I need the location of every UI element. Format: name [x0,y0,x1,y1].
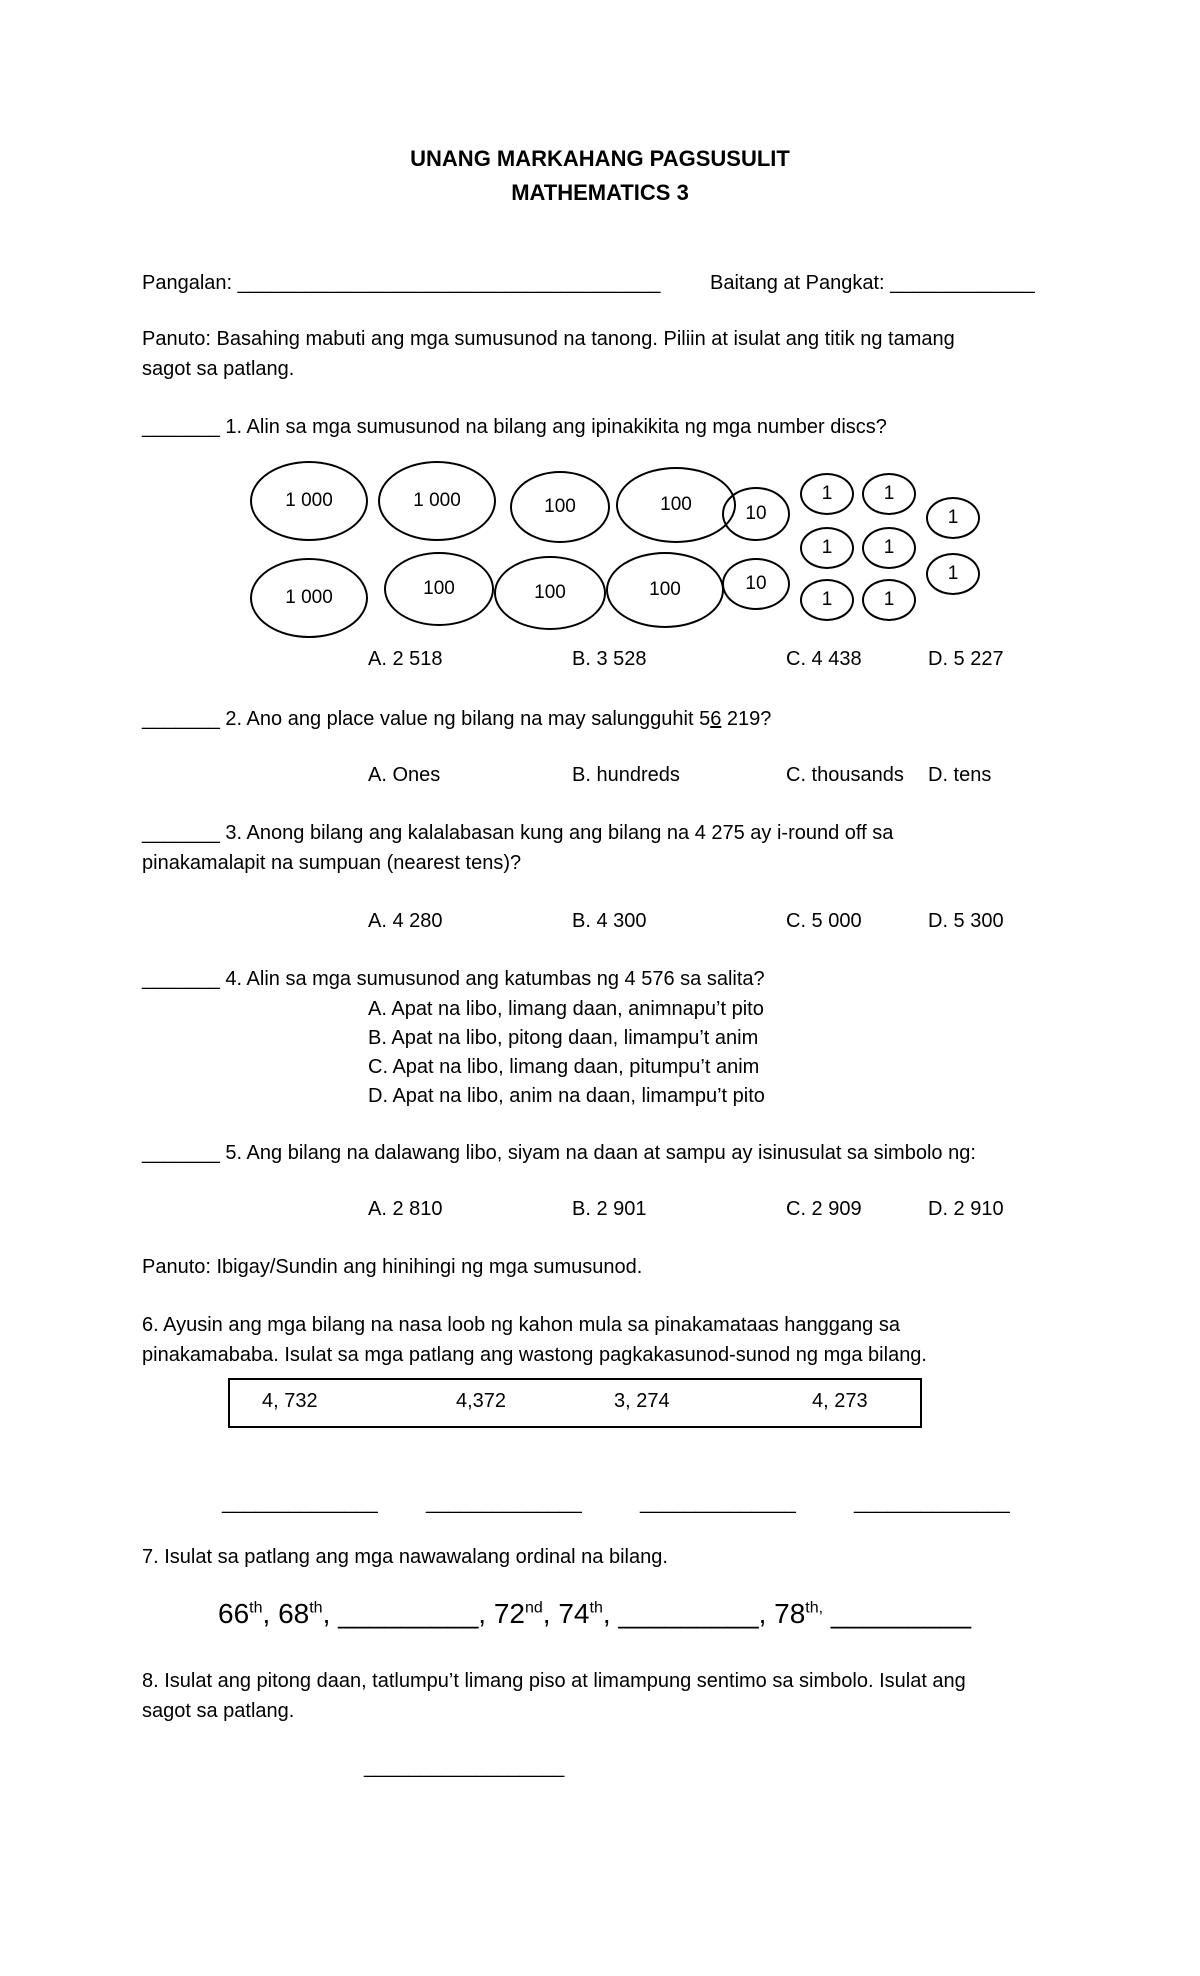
question-6-line-1: 6. Ayusin ang mga bilang na nasa loob ng kahon mula sa pinakamataas hanggang sa [142,1314,900,1336]
ordinal-blank-3[interactable]: _________ [830,1598,972,1629]
question-3-line-2: pinakamalapit na sumpuan (nearest tens)? [142,852,522,874]
disc-hundred: 100 [606,552,724,628]
question-7-text: 7. Isulat sa patlang ang mga nawawalang ordinal na bilang. [142,1546,668,1568]
directions-2: Panuto: Ibigay/Sundin ang hinihingi ng mga sumusunod. [142,1256,643,1278]
q3-choice-c[interactable]: C. 5 000 [786,910,862,932]
q1-choice-b[interactable]: B. 3 528 [572,648,647,670]
exam-subject: MATHEMATICS 3 [511,180,689,205]
question-6-line-2: pinakamababa. Isulat sa mga patlang ang wastong pagkakasunod-sunod ng mga bilang. [142,1344,927,1366]
disc-one: 1 [862,473,916,515]
q4-choice-b[interactable]: B. Apat na libo, pitong daan, limampu’t anim [368,1027,759,1049]
directions-line-2: sagot sa patlang. [142,358,295,380]
order-blank-2[interactable]: ______________ [426,1492,582,1514]
disc-one: 1 [862,527,916,569]
disc-one: 1 [926,553,980,595]
box-number-4: 4, 273 [812,1390,868,1412]
disc-thousand: 1 000 [378,461,496,541]
box-number-2: 4,372 [456,1390,507,1412]
disc-hundred: 100 [494,556,606,630]
q2-choice-b[interactable]: B. hundreds [572,764,680,786]
disc-ten: 10 [722,487,790,541]
disc-hundred: 100 [510,471,610,543]
q2-choice-a[interactable]: A. Ones [368,764,441,786]
underlined-digit: 6 [710,708,722,730]
disc-one: 1 [800,473,854,515]
order-blank-1[interactable]: ______________ [222,1492,378,1514]
disc-one: 1 [862,579,916,621]
disc-thousand: 1 000 [250,461,368,541]
q5-choice-a[interactable]: A. 2 810 [368,1198,443,1220]
q3-choice-b[interactable]: B. 4 300 [572,910,647,932]
order-blank-3[interactable]: ______________ [640,1492,796,1514]
q1-choice-a[interactable]: A. 2 518 [368,648,443,670]
q4-choice-c[interactable]: C. Apat na libo, limang daan, pitumpu’t anim [368,1056,760,1078]
disc-one: 1 [800,579,854,621]
disc-one: 1 [800,527,854,569]
order-blank-4[interactable]: ______________ [854,1492,1010,1514]
q5-choice-d[interactable]: D. 2 910 [928,1198,1004,1220]
q3-choice-a[interactable]: A. 4 280 [368,910,443,932]
ordinal-blank-2[interactable]: _________ [618,1598,759,1629]
q5-choice-b[interactable]: B. 2 901 [572,1198,647,1220]
question-3-line-1: _______ 3. Anong bilang ang kalalabasan kung ang bilang na 4 275 ay i-round off sa [142,822,894,844]
disc-hundred: 100 [616,467,736,543]
q1-choice-d[interactable]: D. 5 227 [928,648,1004,670]
disc-ten: 10 [722,558,790,610]
disc-one: 1 [926,497,980,539]
exam-title: UNANG MARKAHANG PAGSUSULIT [410,146,790,171]
q4-choice-a[interactable]: A. Apat na libo, limang daan, animnapu’t pito [368,998,764,1020]
answer-blank-8[interactable]: __________________ [364,1756,565,1778]
box-number-1: 4, 732 [262,1390,318,1412]
question-8-line-2: sagot sa patlang. [142,1700,295,1722]
ordinal-sequence: 66th, 68th, _________, 72nd, 74th, _________, $78^{th,}$ _________ [218,1598,972,1629]
question-2-text: _______ 2. Ano ang place value ng bilang na may salungguhit 56 219? [142,708,772,730]
directions-line-1: Panuto: Basahing mabuti ang mga sumusunod na tanong. Piliin at isulat ang titik ng tamang [142,328,955,350]
question-1-text: _______ 1. Alin sa mga sumusunod na bilang ang ipinakikita ng mga number discs? [142,416,887,438]
q2-choice-d[interactable]: D. tens [928,764,992,786]
grade-section-field-label[interactable]: Baitang at Pangkat: _____________ [710,272,1035,294]
disc-thousand: 1 000 [250,558,368,638]
q2-choice-c[interactable]: C. thousands [786,764,904,786]
q3-choice-d[interactable]: D. 5 300 [928,910,1004,932]
name-field-label[interactable]: Pangalan: ______________________________________ [142,272,661,294]
question-8-line-1: 8. Isulat ang pitong daan, tatlumpu’t limang piso at limampung sentimo sa simbolo. Isulat ang [142,1670,966,1692]
q5-choice-c[interactable]: C. 2 909 [786,1198,862,1220]
q1-choice-c[interactable]: C. 4 438 [786,648,862,670]
disc-hundred: 100 [384,552,494,626]
q4-choice-d[interactable]: D. Apat na libo, anim na daan, limampu’t pito [368,1085,765,1107]
question-5-text: _______ 5. Ang bilang na dalawang libo, siyam na daan at sampu ay isinusulat sa simbolo ng: [142,1142,976,1164]
box-number-3: 3, 274 [614,1390,670,1412]
question-4-text: _______ 4. Alin sa mga sumusunod ang katumbas ng 4 576 sa salita? [142,968,765,990]
ordinal-blank-1[interactable]: _________ [338,1598,479,1629]
